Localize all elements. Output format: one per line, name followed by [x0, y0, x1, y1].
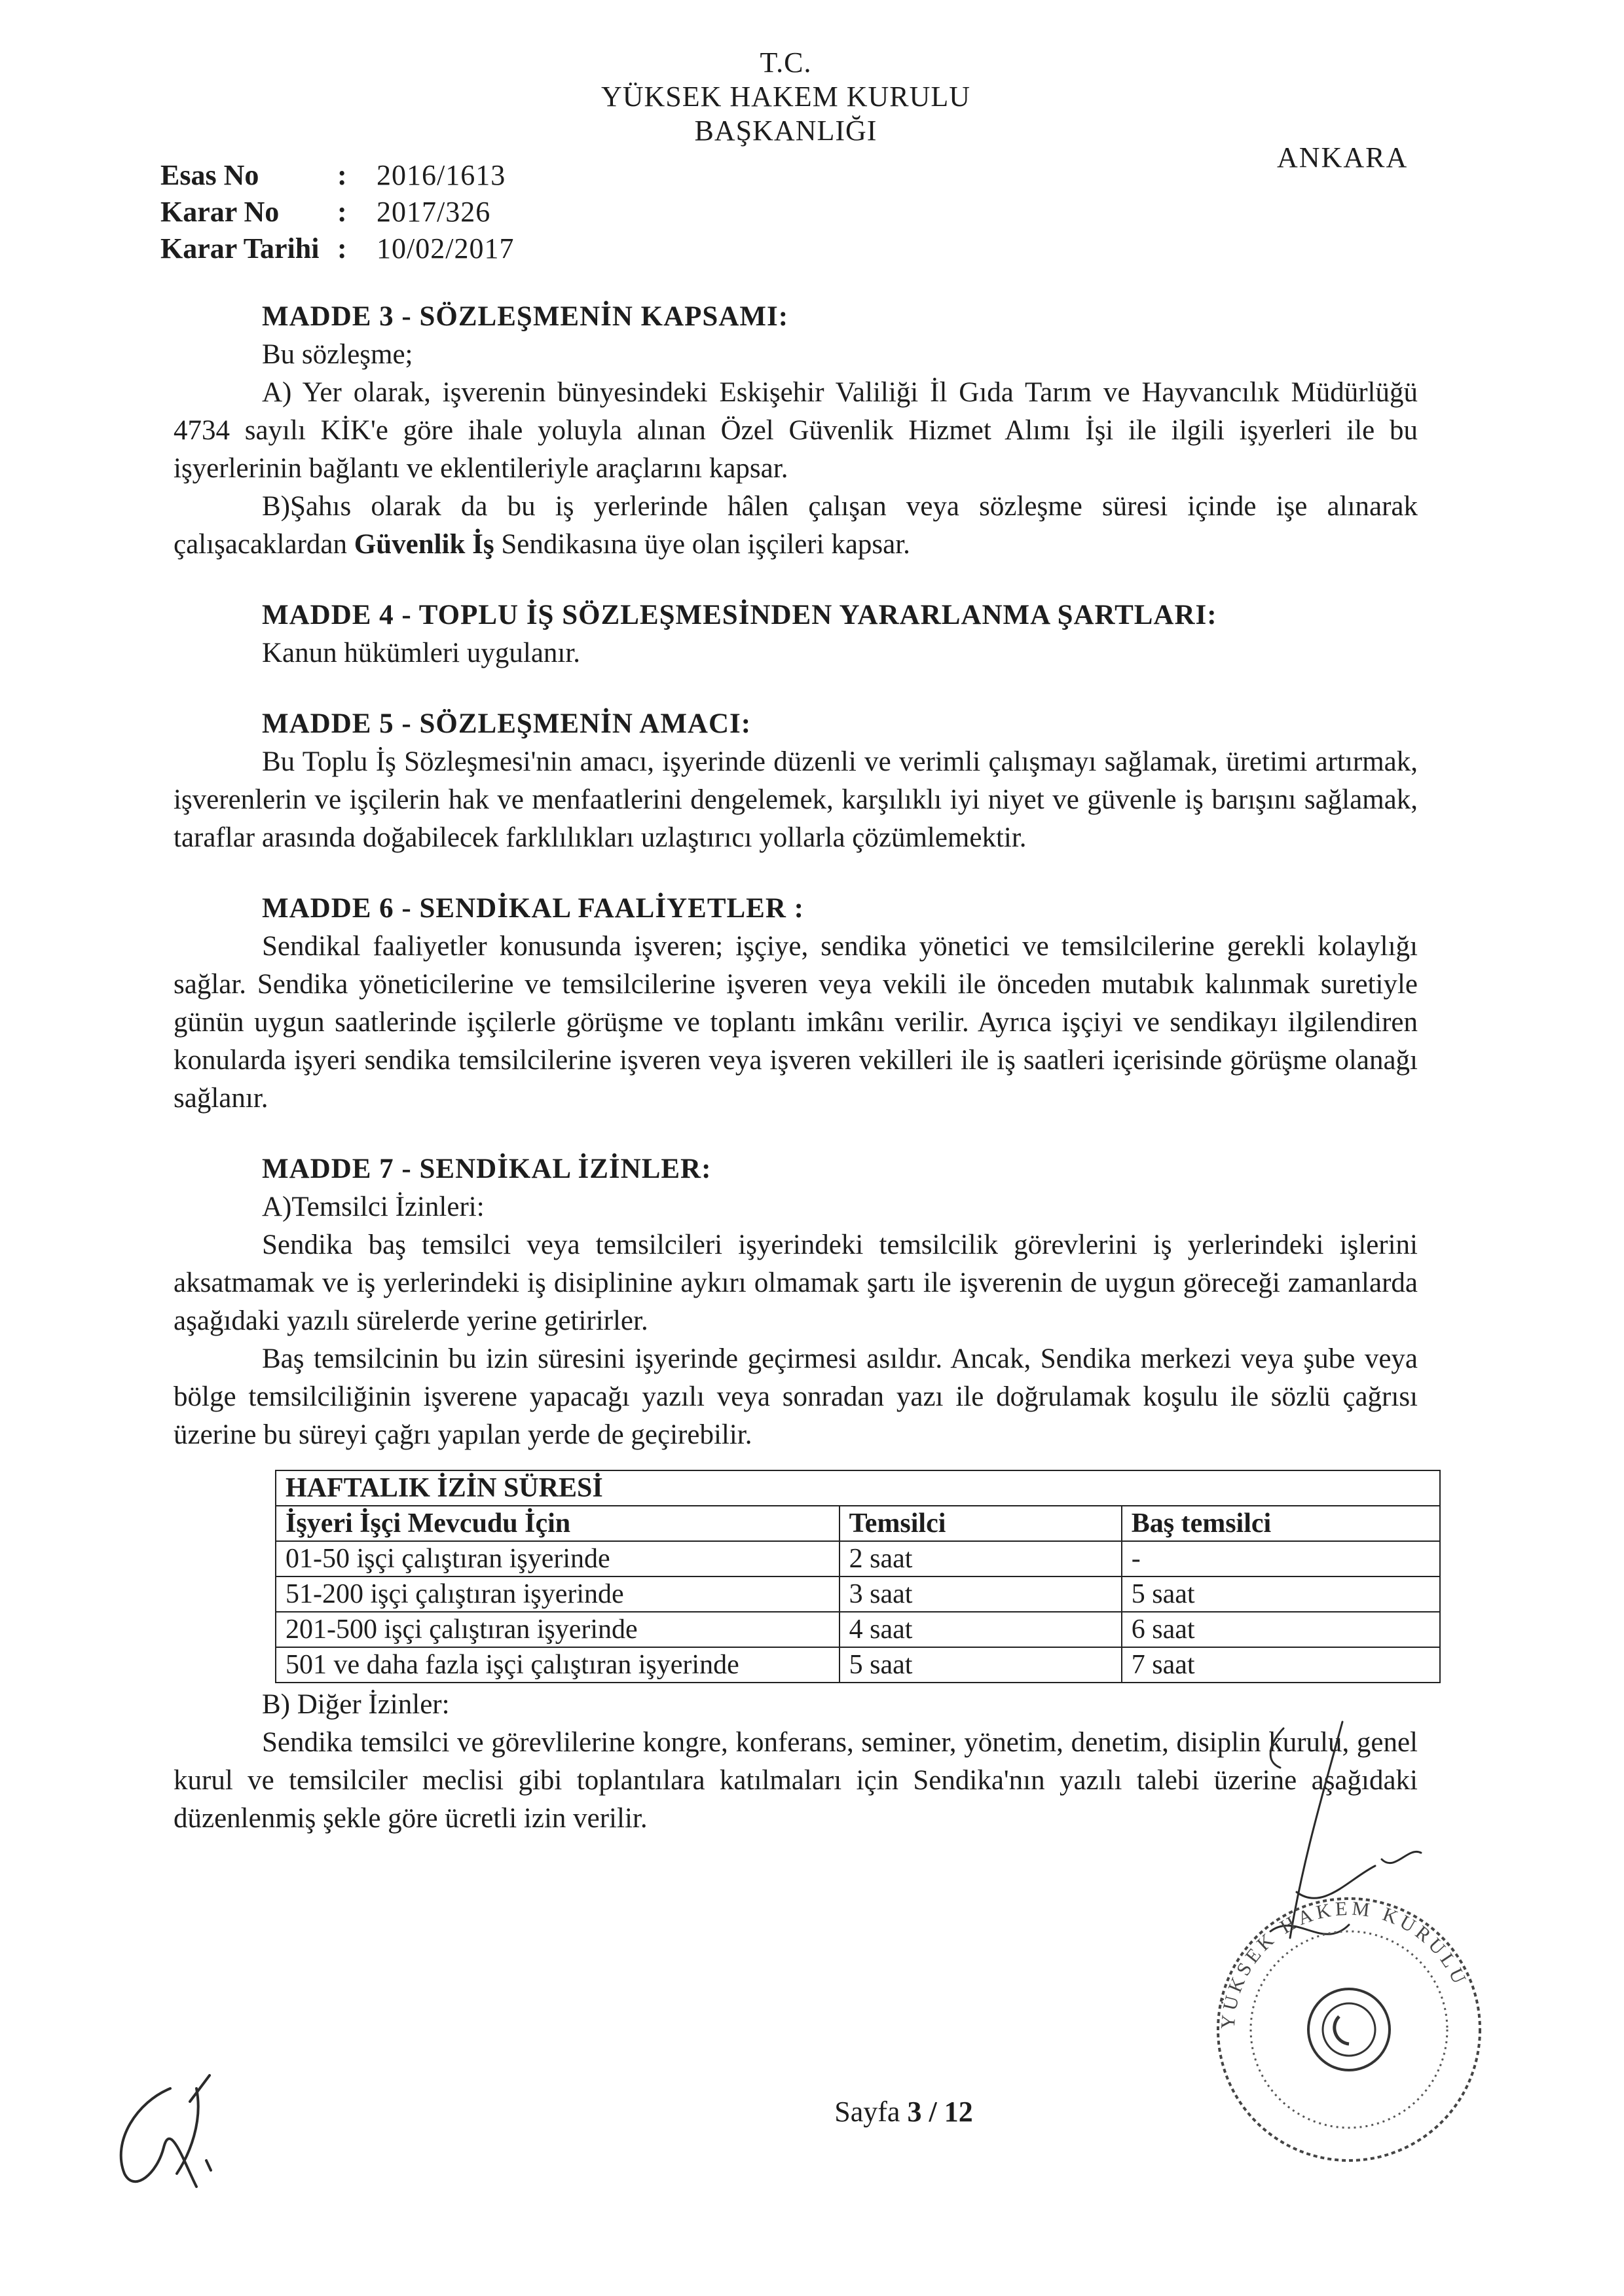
madde-5-heading: MADDE 5 - SÖZLEŞMENİN AMACI:	[262, 708, 752, 739]
madde-3-heading: MADDE 3 - SÖZLEŞMENİN KAPSAMI:	[262, 301, 789, 332]
madde-6-para: Sendikal faaliyetler konusunda işveren; işçiye, sendika yönetici ve temsilcilerine gerekli kolaylığı sağlar. Sendika yöneticilerine ve temsilcilerine işveren veya vekili ile önceden mutabık kalınmak suretiyle günün uygun saatlerinde işçilerle görüşme ve toplantı imkânı verilir. Ayrıca işçiyi ve sendikayı ilgilendiren konularda işyeri sendika temsilcilerine işveren veya işveren vekilleri ile iş saatleri içerisinde görüşme olanağı sağlanır.	[174, 931, 1418, 1114]
esas-value: 2016/1613	[377, 159, 506, 191]
table-cell: 3 saat	[840, 1576, 1122, 1612]
table-row	[276, 1576, 1440, 1612]
union-name: Güvenlik İş	[354, 529, 494, 560]
table-header-cell: Temsilci	[840, 1506, 1122, 1541]
karar-colon: :	[337, 196, 347, 228]
table-cell: 5 saat	[840, 1647, 1122, 1683]
madde-7-para-3: Sendika temsilci ve görevlilerine kongre, konferans, seminer, yönetim, denetim, disiplin kurulu, genel kurul ve temsilciler meclisi gibi toplantılara katılmaları için Sendika'nın yazılı talebi üzerine aşağıdaki düzenlenmiş şekle göre ücretli izin verilir.	[174, 1727, 1418, 1834]
tarih-value: 10/02/2017	[377, 232, 515, 264]
madde-7-sub-b: B) Diğer İzinler:	[262, 1689, 450, 1720]
madde-3-para-b-start: B)Şahıs olarak da bu iş yerlerinde hâlen çalışan veya sözleşme süresi içinde işe alınarak çalışacaklardan	[174, 491, 1418, 560]
stamp-text: YÜKSEK HAKEM KURULU	[1217, 1897, 1472, 2030]
madde-4-para: Kanun hükümleri uygulanır.	[262, 638, 581, 668]
table-header-cell: İşyeri İşçi Mevcudu İçin	[276, 1506, 840, 1541]
table-header-row	[276, 1506, 1440, 1541]
page-footer	[773, 2095, 1035, 2128]
header-line-institution: YÜKSEK HAKEM KURULU	[600, 81, 971, 113]
table-cell: 01-50 işçi çalıştıran işyerinde	[276, 1541, 840, 1576]
table-cell: 4 saat	[840, 1612, 1122, 1647]
spacer	[174, 1118, 1418, 1150]
signature-left-icon	[98, 2062, 229, 2200]
weekly-leave-table	[275, 1470, 1441, 1683]
table-cell: 2 saat	[840, 1541, 1122, 1576]
madde-7-heading: MADDE 7 - SENDİKAL İZİNLER:	[262, 1154, 712, 1184]
table-cell: 501 ve daha fazla işçi çalıştıran işyerinde	[276, 1647, 840, 1683]
case-info-block	[160, 157, 514, 267]
page-number: 3 / 12	[907, 2096, 973, 2128]
table-cell: 51-200 işçi çalıştıran işyerinde	[276, 1576, 840, 1612]
table-cell: 6 saat	[1122, 1612, 1440, 1647]
madde-7-sub-a: A)Temsilci İzinleri:	[262, 1192, 485, 1222]
table-title-row	[276, 1470, 1440, 1506]
esas-label: Esas No	[160, 159, 259, 191]
table-row	[276, 1647, 1440, 1683]
esas-colon: :	[337, 159, 347, 191]
spacer	[174, 564, 1418, 596]
table-title: HAFTALIK İZİN SÜRESİ	[276, 1470, 1440, 1506]
madde-3-intro: Bu sözleşme;	[262, 339, 413, 370]
table-row	[276, 1541, 1440, 1576]
tarih-colon: :	[337, 232, 347, 264]
table-header-cell: Baş temsilci	[1122, 1506, 1440, 1541]
header-city: ANKARA	[1277, 141, 1409, 173]
header-line-tc: T.C.	[760, 46, 812, 79]
spacer	[174, 672, 1418, 705]
madde-4-heading: MADDE 4 - TOPLU İŞ SÖZLEŞMESİNDEN YARARLANMA ŞARTLARI:	[262, 600, 1217, 630]
official-stamp-icon	[1205, 1886, 1493, 2174]
madde-7-para-1: Sendika baş temsilci veya temsilcileri işyerindeki temsilcilik görevlerini iş yerlerindeki işlerini aksatmamak ve iş yerlerindeki iş disiplinine aykırı olmamak şartı ile işverenin de uygun göreceği zamanlarda aşağıdaki yazılı sürelerde yerine getirirler.	[174, 1230, 1418, 1336]
madde-7-para-2: Baş temsilcinin bu izin süresini işyerinde geçirmesi asıldır. Ancak, Sendika merkezi veya şube veya bölge temsilciliğinin işverene yapacağı yazılı veya sonradan yazı ile doğrulamak koşulu ile sözlü çağrısı üzerine bu süreyi çağrı yapılan yerde de geçirebilir.	[174, 1343, 1418, 1450]
table-cell: -	[1122, 1541, 1440, 1576]
spacer	[174, 857, 1418, 890]
tarih-label: Karar Tarihi	[160, 232, 320, 264]
case-row-karar	[160, 194, 514, 230]
madde-3-para-a: A) Yer olarak, işverenin bünyesindeki Eskişehir Valiliği İl Gıda Tarım ve Hayvancılık Müdürlüğü 4734 sayılı KİK'e göre ihale yoluyla alınan Özel Güvenlik Hizmet Alımı İşi ile ilgili işyerleri ile bu işyerlerinin bağlantı ve eklentileriyle araçlarını kapsar.	[174, 377, 1418, 484]
madde-5-para: Bu Toplu İş Sözleşmesi'nin amacı, işyerinde düzenli ve verimli çalışmayı sağlamak, üretimi artırmak, işverenlerin ve işçilerin hak ve menfaatlerini dengelemek, karşılıklı iyi niyet ve güvenle iş barışını sağlamak, taraflar arasında doğabilecek farklılıkları uzlaştırıcı yollarla çözümlemektir.	[174, 746, 1418, 853]
case-row-esas	[160, 157, 514, 194]
table-cell: 7 saat	[1122, 1647, 1440, 1683]
karar-value: 2017/326	[377, 196, 491, 228]
header-line-presidency: BAŞKANLIĞI	[694, 115, 877, 147]
table-cell: 201-500 işçi çalıştıran işyerinde	[276, 1612, 840, 1647]
table-row	[276, 1612, 1440, 1647]
institution-header	[524, 46, 1048, 148]
page-word: Sayfa	[834, 2096, 900, 2128]
document-body	[174, 298, 1418, 1838]
table-cell: 5 saat	[1122, 1576, 1440, 1612]
madde-3-para-b-end: Sendikasına üye olan işçileri kapsar.	[494, 529, 910, 560]
case-row-tarih	[160, 230, 514, 267]
madde-6-heading: MADDE 6 - SENDİKAL FAALİYETLER :	[262, 893, 804, 924]
karar-label: Karar No	[160, 196, 280, 228]
madde-3-para-b	[174, 488, 1418, 564]
